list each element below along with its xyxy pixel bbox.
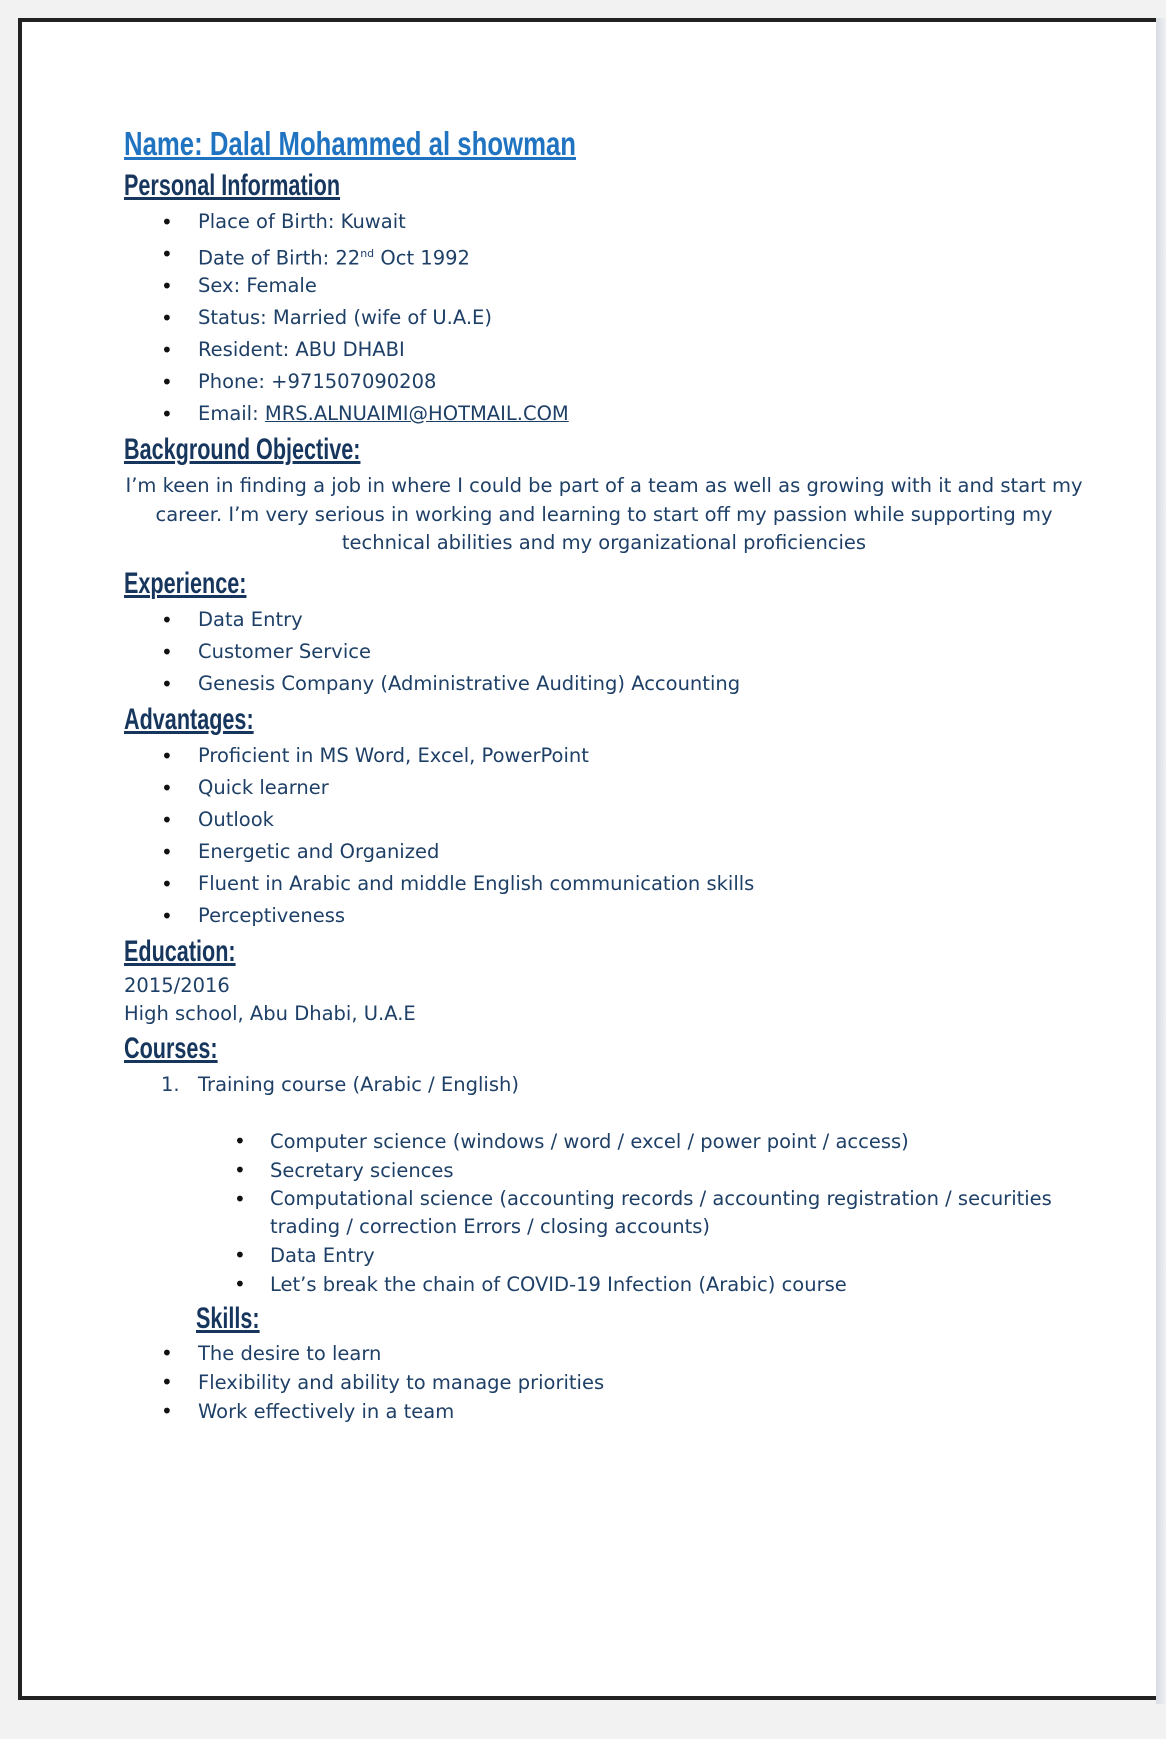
list-item: 1. Training course (Arabic / English) <box>124 1069 1084 1101</box>
advantages-list <box>124 740 1084 932</box>
personal-info-heading: Personal Information <box>124 169 341 202</box>
bullet-icon: • <box>161 743 173 768</box>
education-years: 2015/2016 <box>124 973 230 997</box>
bullet-icon: • <box>161 775 173 800</box>
experience-list <box>124 604 1084 700</box>
bullet-icon: • <box>234 1128 246 1153</box>
objective-text: I’m keen in finding a job in where I could be part of a team as well as growing with it and start my career. I’m very serious in working and learning to start off my passion while supporting my technical abilities and my organizational proficiencies <box>125 474 1083 554</box>
bullet-icon: • <box>161 1398 173 1423</box>
course-topics-list <box>124 1127 1084 1299</box>
bullet-icon: • <box>161 338 173 362</box>
document-page <box>18 18 1156 1700</box>
bullet-icon: • <box>234 1157 246 1182</box>
email-link[interactable]: MRS.ALNUAIMI@HOTMAIL.COM <box>264 402 569 425</box>
bullet-icon: • <box>161 871 173 896</box>
bullet-icon: • <box>161 1369 173 1394</box>
list-item: • Status: Married (wife of U.A.E) <box>124 302 1084 334</box>
list-item: • Work effectively in a team <box>124 1397 1084 1426</box>
experience-heading: Experience: <box>124 566 247 600</box>
list-item: • Outlook <box>124 804 1084 836</box>
list-item: • Phone: +971507090208 <box>124 366 1084 398</box>
list-item: • Fluent in Arabic and middle English communication skills <box>124 868 1084 900</box>
bullet-icon: • <box>161 306 173 330</box>
list-item: • Computational science (accounting records / accounting registration / securities trading / correction Errors / closing accounts) <box>234 1186 1052 1238</box>
list-item: • Flexibility and ability to manage priorities <box>124 1368 1084 1397</box>
courses-list <box>124 1069 1084 1101</box>
bullet-icon: • <box>161 274 173 298</box>
courses-heading: Courses: <box>124 1031 218 1065</box>
objective-heading: Background Objective: <box>124 433 361 466</box>
list-item: • Genesis Company (Administrative Auditing) Accounting <box>124 668 1084 700</box>
bullet-icon: • <box>161 402 173 426</box>
list-item: • Computer science (windows / word / excel / power point / access) <box>124 1127 1084 1156</box>
bullet-icon: • <box>234 1186 246 1211</box>
list-item: • Email: MRS.ALNUAIMI@HOTMAIL.COM <box>124 398 1084 430</box>
list-item: • Proficient in MS Word, Excel, PowerPoint <box>124 740 1084 772</box>
education-heading: Education: <box>124 934 236 968</box>
list-item: • Customer Service <box>124 636 1084 668</box>
list-item: • Data Entry <box>124 1241 1084 1270</box>
list-item: • The desire to learn <box>124 1339 1084 1368</box>
page-edge-shadow <box>1156 18 1166 1704</box>
list-item: • Place of Birth: Kuwait <box>124 206 1084 238</box>
list-item: • Perceptiveness <box>124 900 1084 932</box>
list-item: • Data Entry <box>124 604 1084 636</box>
bullet-icon: • <box>161 639 173 664</box>
applicant-name: Name: Dalal Mohammed al showman <box>124 125 576 162</box>
list-item: • Resident: ABU DHABI <box>124 334 1084 366</box>
personal-info-list <box>124 206 1084 430</box>
bullet-icon: • <box>161 242 173 266</box>
bullet-icon: • <box>161 1340 173 1365</box>
bullet-icon: • <box>161 671 173 696</box>
list-number: 1. <box>161 1072 180 1096</box>
bullet-icon: • <box>234 1242 246 1267</box>
bullet-icon: • <box>161 807 173 832</box>
list-item: • Quick learner <box>124 772 1084 804</box>
advantages-heading: Advantages: <box>124 702 254 736</box>
bullet-icon: • <box>234 1271 246 1296</box>
bullet-icon: • <box>161 839 173 864</box>
bullet-icon: • <box>161 903 173 928</box>
list-item: • Secretary sciences <box>124 1156 1084 1185</box>
bullet-icon: • <box>161 370 173 394</box>
bullet-icon: • <box>161 210 173 234</box>
list-item: • Let’s break the chain of COVID-19 Infection (Arabic) course <box>124 1270 1084 1299</box>
bullet-icon: • <box>161 607 173 632</box>
skills-heading: Skills: <box>196 1301 260 1335</box>
skills-list <box>124 1339 1084 1426</box>
resume-content <box>124 122 1084 1426</box>
list-item: • Energetic and Organized <box>124 836 1084 868</box>
education-school: High school, Abu Dhabi, U.A.E <box>124 1002 416 1025</box>
list-item: • Sex: Female <box>124 270 1084 302</box>
list-item: • Date of Birth: 22nd Oct 1992 <box>124 238 1084 270</box>
